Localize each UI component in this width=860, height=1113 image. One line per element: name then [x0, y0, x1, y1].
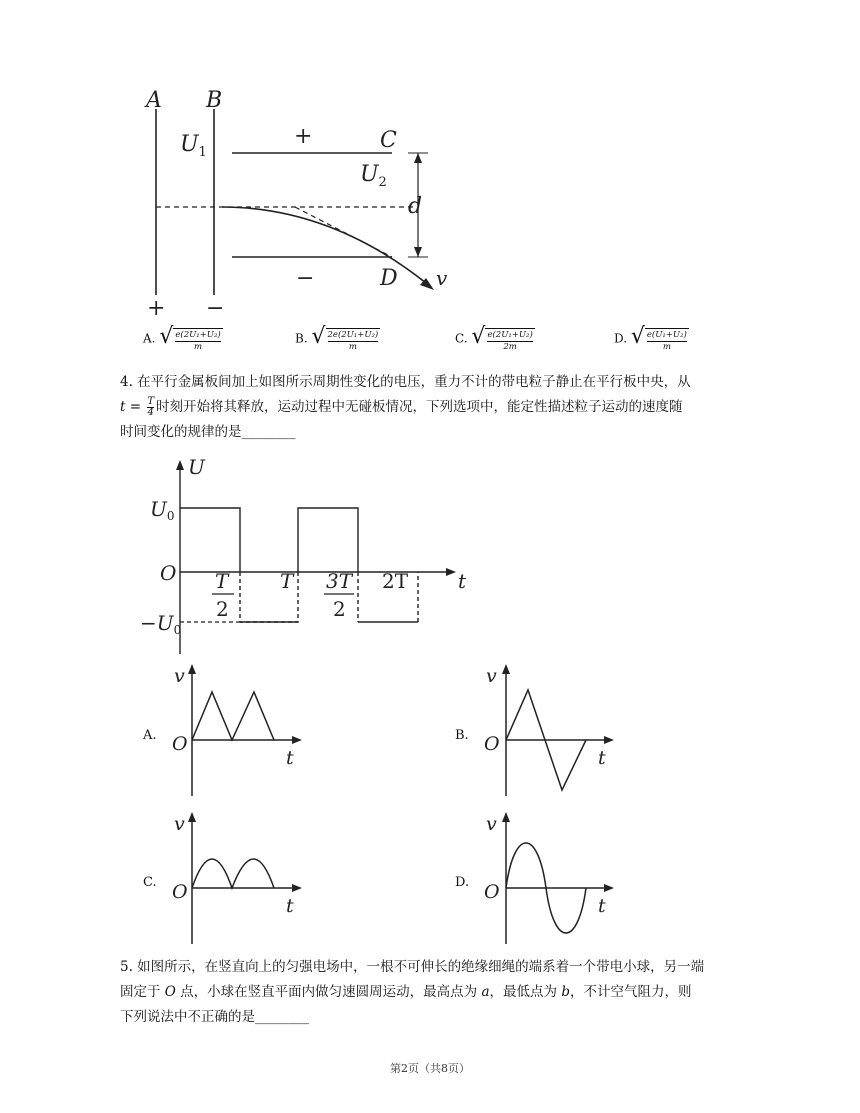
plates-diagram — [130, 85, 460, 320]
vt-graph-b[interactable] — [480, 660, 620, 800]
svg-text:O: O — [172, 733, 188, 755]
label-u1: $U_1$ — [180, 132, 207, 160]
svg-text:v: v — [486, 665, 497, 687]
tangent-line — [295, 207, 392, 257]
tick-t: T — [280, 569, 294, 593]
svg-text:O: O — [484, 881, 500, 903]
tick-2t: 2T — [382, 569, 409, 593]
tick-half-den: 2 — [216, 597, 229, 621]
vt-graph-c[interactable] — [168, 808, 308, 948]
svg-text:v: v — [174, 813, 185, 835]
vt-graph-d[interactable] — [480, 808, 620, 948]
q4-option-d-letter[interactable]: D. — [455, 875, 470, 890]
tick-3half-den: 2 — [333, 597, 346, 621]
label-b: B — [206, 88, 223, 113]
svg-text:t: t — [286, 895, 294, 917]
q4-line-2: t = $\frac{T}{4}$ 时刻开始将其释放，运动过程中无碰板情况，下列选项中，能定性描述粒子运动的速度随 — [120, 396, 683, 418]
voltage-time-graph — [140, 458, 480, 658]
q3-option-a[interactable]: A. √ e(2U₁+U₂) m — [143, 324, 221, 352]
x-arrow-icon — [446, 568, 456, 576]
x-label: t — [458, 569, 467, 593]
arrow-up-icon — [414, 153, 422, 163]
pulse-1 — [180, 508, 240, 572]
svg-text:t: t — [598, 895, 606, 917]
y-label: U — [188, 458, 205, 479]
vt-graph-a[interactable] — [168, 660, 308, 800]
question-4 — [120, 370, 760, 445]
q3-option-b[interactable]: B. √ 2e(2U₁+U₂) m — [295, 324, 379, 352]
question-5 — [120, 955, 760, 1030]
u0-label: $U_0$ — [150, 497, 175, 523]
q3-option-d[interactable]: D. √ e(U₁+U₂) m — [614, 324, 687, 352]
tick-half-num: T — [215, 569, 229, 593]
label-v: v — [436, 266, 448, 290]
page-footer: 第2页（共8页） — [390, 1062, 470, 1075]
q4-line-3: 时间变化的规律的是________ — [120, 424, 296, 440]
svg-text:t: t — [286, 747, 294, 769]
svg-text:v: v — [486, 813, 497, 835]
origin-label: O — [160, 561, 177, 585]
q4-line-1: 4. 在平行金属板间加上如图所示周期性变化的电压，重力不计的带电粒子静止在平行板中央，从 — [120, 374, 691, 390]
plus-left: + — [147, 296, 166, 320]
label-a: A — [146, 88, 162, 113]
y-arrow-icon — [176, 460, 184, 470]
q3-option-c[interactable]: C. √ e(2U₁+U₂) 2m — [455, 324, 533, 352]
label-d: D — [380, 266, 398, 291]
label-u2: $U_2$ — [360, 162, 387, 190]
arrow-down-icon — [414, 247, 422, 257]
pulse-3 — [298, 508, 358, 572]
minus-left: − — [206, 296, 225, 320]
label-d-distance: d — [408, 194, 423, 219]
neg-u0-label: $-U_0$ — [140, 611, 182, 637]
svg-text:O: O — [172, 881, 188, 903]
minus-bottom: − — [296, 266, 315, 291]
q5-line-3: 下列说法中不正确的是________ — [120, 1009, 309, 1025]
q4-option-a-letter[interactable]: A. — [143, 728, 157, 743]
svg-text:t: t — [598, 747, 606, 769]
q5-line-1: 5. 如图所示，在竖直向上的匀强电场中，一根不可伸长的绝缘细绳的端系着一个带电小球，另一端 — [120, 959, 705, 975]
q4-option-c-letter[interactable]: C. — [143, 875, 157, 890]
q5-line-2: 固定于 O 点，小球在竖直平面内做匀速圆周运动，最高点为 a，最低点为 b，不计空气阻力，则 — [120, 984, 692, 1000]
plus-top: + — [294, 124, 313, 149]
tick-3half-num: 3T — [326, 569, 353, 593]
svg-text:v: v — [174, 665, 185, 687]
label-c: C — [380, 128, 397, 153]
q4-option-b-letter[interactable]: B. — [455, 728, 469, 743]
svg-text:O: O — [484, 733, 500, 755]
